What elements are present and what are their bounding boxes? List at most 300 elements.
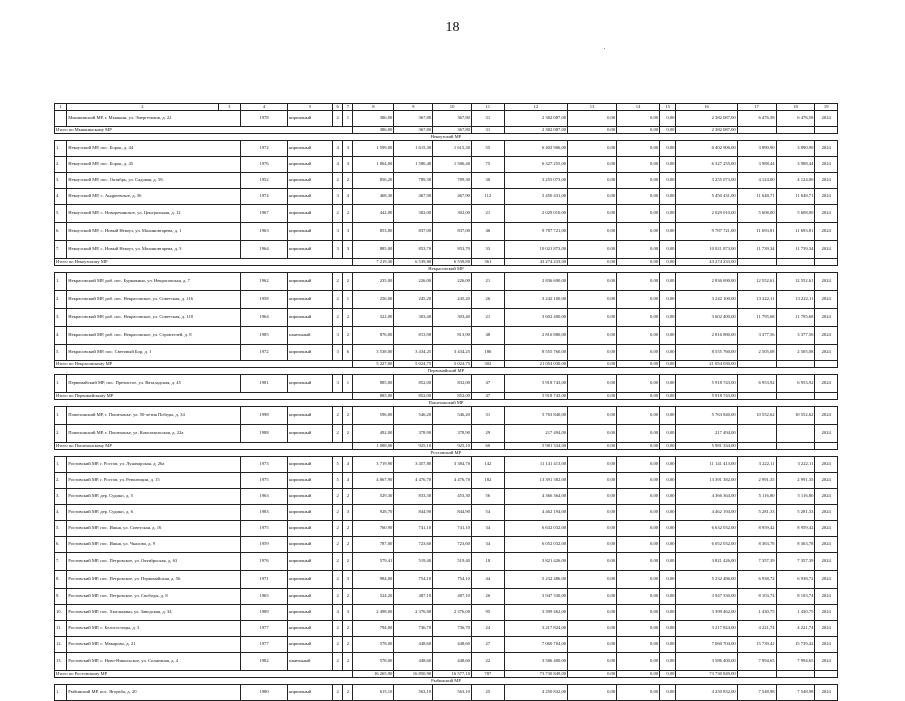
cell-c16: 4 366 364,00 (676, 489, 737, 505)
cell-c19: 2024 (815, 241, 838, 259)
total-residents: 47 (471, 393, 504, 400)
cell-c13: 0,00 (568, 685, 617, 701)
total-c14: 0,00 (617, 393, 660, 400)
total-c18 (776, 671, 815, 678)
cell-fl: 2 (333, 537, 343, 553)
cell-res: 27 (471, 637, 504, 653)
cell-mat: кирпичный (288, 457, 333, 473)
cell-c18: 7 994,65 (776, 653, 815, 671)
cell-c16: 9 787 721,00 (676, 223, 737, 241)
cell-c17: 11 739,34 (737, 241, 776, 259)
cell-c16: 3 586 400,00 (676, 653, 737, 671)
cell-c18: 3 890,90 (776, 141, 815, 157)
cell-c14: 0,00 (617, 241, 660, 259)
section-header-row (55, 368, 838, 375)
table-row (55, 521, 838, 537)
cell-a2: 736,70 (433, 621, 472, 637)
cell-c16: 3 602 400,00 (676, 309, 737, 327)
table-row (55, 505, 838, 521)
cell-c18: 2 505,08 (776, 345, 815, 361)
cell-c14: 0,00 (617, 309, 660, 327)
cell-en: 2 (343, 637, 353, 653)
cell-a1: 833,30 (394, 489, 433, 505)
cell-year: 1964 (241, 309, 288, 327)
cell-area: 578,00 (353, 637, 394, 653)
cell-c17: 1 430,75 (737, 605, 776, 621)
cell-res: 142 (471, 457, 504, 473)
cell-year: 1963 (241, 223, 288, 241)
cell-a2: 754,10 (433, 571, 472, 589)
cell-c18: 6 938,72 (776, 571, 815, 589)
cell-c16: 13 391 382,00 (676, 473, 737, 489)
cell-a2: 546,20 (433, 407, 472, 425)
page-number: 18 (445, 20, 460, 35)
cell-c16: 3 947 330,00 (676, 589, 737, 605)
cell-addr: Ростовский МР, с. Белогостицы, д. 3 (67, 621, 241, 637)
total-c15: 0,00 (660, 259, 676, 266)
cell-cost: 5 450 431,00 (504, 189, 567, 205)
cell-en: 6 (343, 345, 353, 361)
cell-c19: 2024 (815, 273, 838, 291)
section-title: Первомайский МР (55, 368, 838, 375)
cell-year: 1972 (241, 141, 288, 157)
cell-c16: 6 327 255,00 (676, 157, 737, 173)
total-a1: 852,00 (394, 393, 433, 400)
cell-area: 524,20 (353, 589, 394, 605)
cell-a1: 3 434,25 (394, 345, 433, 361)
total-label: Итого по Некрасовскому МР (55, 361, 353, 368)
cell-n: 4. (55, 327, 67, 345)
cell-mat: кирпичный (288, 589, 333, 605)
cell-c19: 2024 (815, 685, 838, 701)
cell-year: 1971 (241, 571, 288, 589)
cell-area: 853,80 (353, 223, 394, 241)
cell-c14: 0,00 (617, 571, 660, 589)
cell-a2: 448,60 (433, 653, 472, 671)
cell-c17: 6 476,58 (737, 111, 776, 127)
cell-c13: 0,00 (568, 589, 617, 605)
table-row (55, 241, 838, 259)
cell-res: 21 (471, 309, 504, 327)
cell-c14: 0,00 (617, 489, 660, 505)
total-c16: 2 382 087,00 (676, 127, 737, 134)
column-number: 13 (568, 104, 617, 111)
table-row (55, 173, 838, 189)
cell-year: 1964 (241, 241, 288, 259)
cell-res: 33 (471, 241, 504, 259)
total-area: 5 227,00 (353, 361, 394, 368)
cell-c14: 0,00 (617, 637, 660, 653)
cell-year: 1965 (241, 589, 288, 605)
cell-cost: 4 462 194,00 (504, 505, 567, 521)
cell-c13: 0,00 (568, 571, 617, 589)
total-area: 885,00 (353, 393, 394, 400)
cell-fl: 4 (333, 605, 343, 621)
cell-c17: 4 124,00 (737, 173, 776, 189)
total-c19 (815, 393, 838, 400)
cell-c19: 2024 (815, 457, 838, 473)
cell-a1: 754,10 (394, 571, 433, 589)
cell-addr: Некоузский МР, с. Новый Некоуз, ул. Малиновтарева, д. 3 (67, 241, 241, 259)
cell-cost: 217 494,00 (504, 425, 567, 443)
cell-c13: 0,00 (568, 605, 617, 621)
cell-n: 1. (55, 457, 67, 473)
cell-c18: 7 548,98 (776, 685, 815, 701)
section-header-row (55, 134, 838, 141)
cell-c14: 0,00 (617, 605, 660, 621)
cell-fl: 3 (333, 345, 343, 361)
section-header-row (55, 450, 838, 457)
total-c19 (815, 443, 838, 450)
cell-year: 1972 (241, 345, 288, 361)
cell-fl: 2 (333, 505, 343, 521)
cell-c17: 7 994,65 (737, 653, 776, 671)
cell-a2: 723,60 (433, 537, 472, 553)
cell-a2: 453,30 (433, 489, 472, 505)
cell-cost: 9 787 721,00 (504, 223, 567, 241)
table-row (55, 141, 838, 157)
cell-a1: 723,60 (394, 537, 433, 553)
cell-c14: 0,00 (617, 505, 660, 521)
cell-c15: 0,00 (660, 571, 676, 589)
cell-cost: 2 816 880,00 (504, 327, 567, 345)
cell-mat: кирпичный (288, 241, 333, 259)
cell-area: 578,00 (353, 653, 394, 671)
cell-a2: 4 476,70 (433, 473, 472, 489)
cell-c13: 0,00 (568, 223, 617, 241)
cell-c16: 5 763 840,00 (676, 407, 737, 425)
total-area: 386,00 (353, 127, 394, 134)
total-c14: 0,00 (617, 671, 660, 678)
table-row (55, 345, 838, 361)
table-row (55, 327, 838, 345)
cell-res: 26 (471, 589, 504, 605)
cell-c15: 0,00 (660, 537, 676, 553)
cell-c14: 0,00 (617, 189, 660, 205)
cell-n: 3. (55, 173, 67, 189)
cell-n: 5. (55, 521, 67, 537)
total-c14: 0,00 (617, 361, 660, 368)
cell-c13: 0,00 (568, 273, 617, 291)
cell-c17: 4 221,74 (737, 621, 776, 637)
cell-c19: 2024 (815, 473, 838, 489)
cell-a1: 1 586,40 (394, 157, 433, 173)
cell-c19: 2024 (815, 291, 838, 309)
cell-n: 1. (55, 375, 67, 393)
cell-a2: 378,90 (433, 425, 472, 443)
column-number: 2 (67, 104, 218, 111)
section-header-row (55, 400, 838, 407)
total-c14: 0,00 (617, 259, 660, 266)
table-row (55, 375, 838, 393)
cell-n: 1. (55, 685, 67, 701)
cell-a1: 467,90 (394, 189, 433, 205)
cell-cost: 6 327 255,00 (504, 157, 567, 173)
cell-c14: 0,00 (617, 407, 660, 425)
cell-c19: 2024 (815, 345, 838, 361)
cell-area: 984,00 (353, 571, 394, 589)
cell-c18: 5 116,80 (776, 489, 815, 505)
cell-c16: 217 494,00 (676, 425, 737, 443)
total-c17 (737, 443, 776, 450)
cell-c15: 0,00 (660, 589, 676, 605)
cell-c19: 2024 (815, 425, 838, 443)
total-c18 (776, 393, 815, 400)
cell-addr: Некоузский МР, с. Новый Некоуз, ул. Малиновтарева, д. 1 (67, 223, 241, 241)
table-row (55, 685, 838, 701)
cell-cost: 13 391 382,00 (504, 473, 567, 489)
cell-addr: Некрасовский МР, раб. пос. Бурмакино, ул. Некрасовская, д. 7 (67, 273, 241, 291)
cell-cost: 5 232 486,00 (504, 571, 567, 589)
total-c16: 5 981 334,00 (676, 443, 737, 450)
cell-en: 2 (343, 537, 353, 553)
cell-c15: 0,00 (660, 425, 676, 443)
cell-c19: 2024 (815, 653, 838, 671)
cell-en: 1 (343, 111, 353, 127)
cell-mat: кирпичный (288, 637, 333, 653)
cell-c19: 2024 (815, 637, 838, 653)
cell-year: 1981 (241, 375, 288, 393)
column-number: 16 (676, 104, 737, 111)
total-c13: 0,00 (568, 127, 617, 134)
total-c17 (737, 259, 776, 266)
cell-c15: 0,00 (660, 653, 676, 671)
cell-c15: 0,00 (660, 241, 676, 259)
cell-res: 46 (471, 223, 504, 241)
total-a2: 6 539,80 (433, 259, 472, 266)
cell-cost: 3 947 330,00 (504, 589, 567, 605)
section-title: Рыбинский МР (55, 678, 838, 685)
cell-a1: 789,30 (394, 173, 433, 189)
cell-cost: 6 402 906,00 (504, 141, 567, 157)
cell-mat: кирпичный (288, 273, 333, 291)
cell-area: 596,00 (353, 407, 394, 425)
cell-cost: 3 586 400,00 (504, 653, 567, 671)
cell-year: 1977 (241, 621, 288, 637)
cell-c18: 11 648,71 (776, 189, 815, 205)
cell-area: 3 538,00 (353, 345, 394, 361)
cell-c17: 2 991,35 (737, 473, 776, 489)
cell-c19: 2024 (815, 489, 838, 505)
total-c14: 0,00 (617, 127, 660, 134)
cell-area: 3 719,90 (353, 457, 394, 473)
cell-n: 4. (55, 505, 67, 521)
cell-a1: 378,90 (394, 425, 433, 443)
total-c18 (776, 259, 815, 266)
cell-addr: Некоузский МР, с. Новоречинское, ул. Центральная, д. 12 (67, 205, 241, 223)
cell-c14: 0,00 (617, 345, 660, 361)
cell-c19: 2024 (815, 157, 838, 173)
cell-c16: 4 462 194,00 (676, 505, 737, 521)
table-row (55, 637, 838, 653)
cell-en: 3 (343, 571, 353, 589)
cell-mat: кирпичный (288, 553, 333, 571)
cell-c19: 2024 (815, 173, 838, 189)
cell-c16: 6 402 906,00 (676, 141, 737, 157)
cell-addr: Некоузский МР, пос. Борок, д. 45 (67, 157, 241, 173)
cell-c17: 11 693,81 (737, 223, 776, 241)
cell-year: 1974 (241, 189, 288, 205)
cell-addr: Ростовский МР, пос. Ишня, ул. Чкалова, д. 9 (67, 537, 241, 553)
total-row (55, 671, 838, 678)
cell-c17: 8 959,42 (737, 521, 776, 537)
cell-c15: 0,00 (660, 173, 676, 189)
table-row (55, 205, 838, 223)
cell-res: 95 (471, 605, 504, 621)
cell-a2: 844,90 (433, 505, 472, 521)
cell-fl: 2 (333, 571, 343, 589)
total-a2: 925,10 (433, 443, 472, 450)
total-c13: 0,00 (568, 393, 617, 400)
total-residents: 302 (471, 361, 504, 368)
cell-fl: 2 (333, 589, 343, 605)
cell-year: 1978 (241, 111, 288, 127)
total-c13: 0,00 (568, 443, 617, 450)
cell-c18: 13 222,11 (776, 291, 815, 309)
cell-c18: 11 739,34 (776, 241, 815, 259)
cell-c15: 0,00 (660, 407, 676, 425)
cell-area: 2 498,00 (353, 605, 394, 621)
cell-res: 29 (471, 425, 504, 443)
total-area: 7 219,30 (353, 259, 394, 266)
cell-c15: 0,00 (660, 291, 676, 309)
total-cost: 43 274 233,00 (504, 259, 567, 266)
cell-en: 4 (343, 189, 353, 205)
cell-a2: 741,10 (433, 521, 472, 537)
cell-en: 3 (343, 241, 353, 259)
column-number: 15 (660, 104, 676, 111)
cell-fl: 2 (333, 291, 343, 309)
cell-a1: 853,70 (394, 241, 433, 259)
cell-c16: 6 632 032,00 (676, 521, 737, 537)
total-c18 (776, 361, 815, 368)
cell-n: 1. (55, 407, 67, 425)
cell-fl: 2 (333, 637, 343, 653)
cell-en: 3 (343, 605, 353, 621)
cell-area: 442,00 (353, 205, 394, 223)
cell-a1: 3 457,80 (394, 457, 433, 473)
cell-cost: 7 060 704,00 (504, 637, 567, 653)
total-a1: 5 024,75 (394, 361, 433, 368)
column-number: 9 (394, 104, 433, 111)
cell-c13: 0,00 (568, 345, 617, 361)
total-row (55, 259, 838, 266)
cell-c14: 0,00 (617, 223, 660, 241)
cell-a1: 2 376,00 (394, 605, 433, 621)
cell-c13: 0,00 (568, 621, 617, 637)
section-title: Ростовский МР (55, 450, 838, 457)
cell-fl: 2 (333, 173, 343, 189)
cell-area: 492,00 (353, 425, 394, 443)
cell-addr: Ростовский МР, г. Ростов, ул. Революции, д. 15 (67, 473, 241, 489)
cell-mat: кирпичный (288, 605, 333, 621)
cell-fl: 3 (333, 241, 343, 259)
cell-c16: 3 255 073,00 (676, 173, 737, 189)
column-number: 17 (737, 104, 776, 111)
total-c13: 0,00 (568, 259, 617, 266)
cell-c16: 5 232 486,00 (676, 571, 737, 589)
cell-c18: 6 476,58 (776, 111, 815, 127)
cell-res: 25 (471, 685, 504, 701)
cell-n: 4. (55, 189, 67, 205)
total-c19 (815, 671, 838, 678)
cell-fl: 2 (333, 489, 343, 505)
table-row (55, 189, 838, 205)
cell-fl: 2 (333, 407, 343, 425)
cell-c19: 2024 (815, 223, 838, 241)
cell-addr: Мышкинский МР, г. Мышкин, ул. Энергетиков, д. 22 (67, 111, 241, 127)
total-a2: 852,00 (433, 393, 472, 400)
cell-c13: 0,00 (568, 173, 617, 189)
total-c15: 0,00 (660, 127, 676, 134)
cell-c19: 2024 (815, 589, 838, 605)
cell-addr: Ростовский МР, пос. Хмельники, ул. Заводская, д. 34 (67, 605, 241, 621)
cell-c17: 2 505,08 (737, 345, 776, 361)
cell-res: 56 (471, 489, 504, 505)
cell-n: 3. (55, 309, 67, 327)
cell-addr: Некрасовский МР, раб. пос. Некрасовское, ул. Строителей, д. 8 (67, 327, 241, 345)
cell-area: 760,90 (353, 521, 394, 537)
cell-c16: 3 821 426,00 (676, 553, 737, 571)
cell-year: 1959 (241, 537, 288, 553)
cell-mat: кирпичный (288, 345, 333, 361)
cell-mat: кирпичный (288, 505, 333, 521)
cell-cost: 3 255 073,00 (504, 173, 567, 189)
cell-mat: кирпичный (288, 223, 333, 241)
cell-a2: 563,10 (433, 685, 472, 701)
cell-n: 1. (55, 273, 67, 291)
cell-year: 1985 (241, 327, 288, 345)
cell-a2: 3 434,25 (433, 345, 472, 361)
cell-c14: 0,00 (617, 425, 660, 443)
cell-n: 3. (55, 489, 67, 505)
cell-c18: 3 222,11 (776, 457, 815, 473)
cell-a1: 519,40 (394, 553, 433, 571)
cell-fl: 3 (333, 189, 343, 205)
cell-c15: 0,00 (660, 223, 676, 241)
cell-year: 1952 (241, 173, 288, 189)
cell-fl: 2 (333, 685, 343, 701)
cell-a2: 3 384,70 (433, 457, 472, 473)
table-row (55, 589, 838, 605)
cell-c15: 0,00 (660, 309, 676, 327)
cell-res: 75 (471, 157, 504, 173)
cell-c17: 7 357,39 (737, 553, 776, 571)
total-c15: 0,00 (660, 443, 676, 450)
cell-c13: 0,00 (568, 375, 617, 393)
cell-cost: 3 217 824,00 (504, 621, 567, 637)
cell-year: 1963 (241, 489, 288, 505)
cell-c17: 10 552,62 (737, 407, 776, 425)
cell-c16: 2 816 880,00 (676, 327, 737, 345)
cell-c19: 2024 (815, 621, 838, 637)
total-c19 (815, 127, 838, 134)
total-cost: 5 981 334,00 (504, 443, 567, 450)
cell-c19: 2024 (815, 553, 838, 571)
cell-c17: 5 116,80 (737, 489, 776, 505)
cell-c14: 0,00 (617, 273, 660, 291)
cell-cost: 5 918 743,00 (504, 375, 567, 393)
cell-res: 34 (471, 521, 504, 537)
cell-c19: 2024 (815, 309, 838, 327)
cell-a1: 736,70 (394, 621, 433, 637)
total-c18 (776, 127, 815, 134)
total-c19 (815, 259, 838, 266)
cell-c17: 12 552,61 (737, 273, 776, 291)
cell-c18: 12 552,61 (776, 273, 815, 291)
cell-en: 1 (343, 375, 353, 393)
cell-res: 21 (471, 273, 504, 291)
